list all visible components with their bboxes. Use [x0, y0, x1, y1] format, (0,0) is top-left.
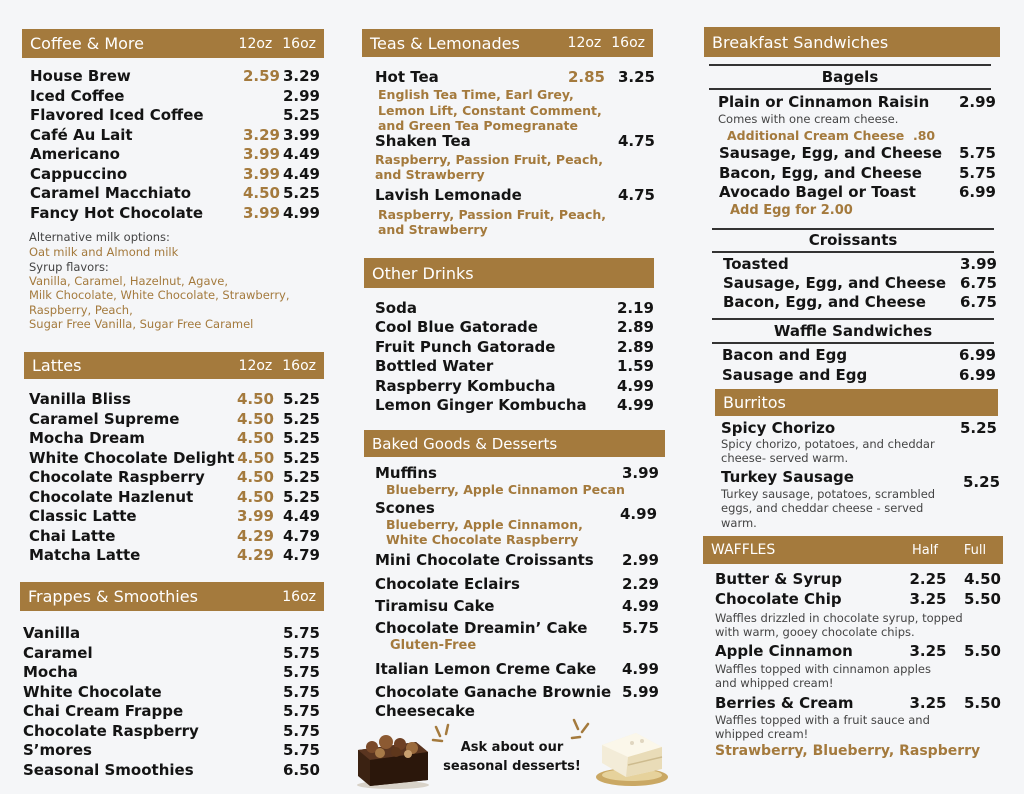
- size-16oz: 16oz: [282, 35, 316, 52]
- item-name: Vanilla Bliss: [29, 390, 131, 408]
- menu-item: [29, 546, 320, 564]
- menu-item: [23, 761, 320, 779]
- divider: [712, 228, 994, 230]
- price-12oz: 4.50: [236, 487, 274, 506]
- menu-item: [29, 390, 320, 408]
- item-name: Chai Cream Frappe: [23, 702, 184, 720]
- item-name: Café Au Lait: [30, 125, 133, 144]
- item-name: Chocolate Ganache Brownie: [375, 683, 612, 701]
- menu-item: [23, 741, 320, 759]
- item-name: Chocolate Hazlenut: [29, 487, 194, 506]
- item-desc: Waffles topped with a fruit sauce and: [715, 713, 930, 727]
- item-price: 1.59: [616, 357, 654, 376]
- price-16oz: 5.25: [282, 390, 320, 408]
- size-16oz: 16oz: [282, 588, 316, 605]
- coffee-header: [22, 29, 324, 58]
- item-price: 5.75: [282, 643, 320, 662]
- add-egg: Add Egg for 2.00: [730, 203, 853, 218]
- size-12oz: 12oz: [238, 357, 273, 374]
- item-desc: eggs, and cheddar cheese - served: [721, 501, 924, 515]
- menu-item: [375, 551, 659, 569]
- item-name: Americano: [30, 145, 120, 163]
- item-price: 5.75: [282, 741, 320, 759]
- flavors: Lemon Lift, Constant Comment,: [378, 103, 602, 118]
- flavors: Blueberry, Apple Cinnamon Pecan: [386, 482, 625, 497]
- item-name: Mocha: [23, 663, 78, 681]
- price-12oz: 3.99: [242, 145, 280, 163]
- divider: [709, 64, 991, 66]
- item-name: Matcha Latte: [29, 546, 141, 564]
- burritos-header: [715, 389, 998, 416]
- syrup-line: Vanilla, Caramel, Hazelnut, Agave,: [29, 274, 229, 288]
- menu-item: [375, 575, 659, 593]
- item-desc: Spicy chorizo, potatoes, and cheddar: [721, 437, 935, 451]
- item-price: 2.99: [621, 551, 659, 569]
- menu-item: [23, 663, 320, 681]
- menu-item: [375, 299, 654, 317]
- price-value: 4.99: [620, 505, 658, 523]
- item-desc: and whipped cream!: [715, 676, 834, 690]
- item-price: 6.75: [959, 293, 997, 312]
- price-16oz: 5.25: [282, 409, 320, 428]
- syrup-label: Syrup flavors:: [29, 260, 109, 274]
- price-16oz: 3.29: [282, 67, 320, 85]
- menu-item: [719, 183, 996, 201]
- item-price: 4.75: [617, 132, 655, 150]
- item-desc: warm.: [721, 516, 757, 530]
- item-name: Tiramisu Cake: [375, 597, 495, 615]
- frappes-title: Frappes & Smoothies: [28, 587, 198, 606]
- item-desc: Waffles topped with cinnamon apples: [715, 662, 931, 676]
- item-name: Muffins: [375, 464, 437, 482]
- menu-item: [23, 722, 320, 740]
- item-price: 4.99: [616, 376, 654, 395]
- syrup-line: Sugar Free Vanilla, Sugar Free Caramel: [29, 317, 254, 331]
- item-name-line2: [375, 702, 475, 720]
- menu-item: [375, 660, 659, 678]
- item-name: Scones: [375, 499, 435, 517]
- coffee-title: Coffee & More: [30, 34, 144, 53]
- menu-item: [375, 318, 654, 336]
- menu-item: [375, 597, 659, 615]
- item-name: Iced Coffee: [30, 86, 125, 105]
- item-name: Mini Chocolate Croissants: [375, 551, 594, 569]
- price-16oz: 5.25: [282, 487, 320, 506]
- menu-item: [375, 68, 655, 86]
- item-desc: Comes with one cream cheese.: [718, 112, 899, 126]
- item-price: 6.99: [958, 183, 996, 201]
- item-name: Cool Blue Gatorade: [375, 318, 538, 337]
- item-name: S’mores: [23, 741, 92, 759]
- syrup-line: Raspberry, Peach,: [29, 303, 133, 317]
- price-16oz: 4.49: [282, 145, 320, 163]
- syrup-line: Milk Chocolate, White Chocolate, Strawberry,: [29, 288, 290, 302]
- menu-item: [715, 590, 1001, 608]
- menu-item: [30, 204, 320, 222]
- item-name: Bacon, Egg, and Cheese: [719, 163, 922, 182]
- menu-item: [29, 429, 320, 447]
- price-value: 5.25: [963, 473, 1001, 491]
- price-12oz: 3.99: [242, 164, 280, 183]
- price-half: 3.25: [909, 642, 947, 660]
- item-name: House Brew: [30, 67, 131, 85]
- item-name: Chai Latte: [29, 526, 116, 545]
- item-price: 4.99: [616, 396, 654, 414]
- croissants-title: Croissants: [808, 231, 898, 249]
- item-name: Chocolate Raspberry: [23, 721, 199, 740]
- menu-item: [721, 468, 931, 486]
- menu-item: [29, 449, 320, 467]
- other-drinks-header: [364, 258, 654, 288]
- price-half: 3.25: [909, 694, 947, 712]
- item-name: Cheesecake: [375, 702, 475, 720]
- item-name: Cappuccino: [30, 164, 128, 183]
- menu-item: [29, 410, 320, 428]
- menu-item: [375, 499, 585, 517]
- menu-item: [715, 570, 1001, 588]
- menu-item: [29, 468, 320, 486]
- item-name: Raspberry Kombucha: [375, 376, 556, 395]
- price-12oz: 4.50: [236, 429, 274, 447]
- menu-item: [723, 293, 997, 311]
- menu-item: [23, 702, 320, 720]
- menu-item: [375, 132, 655, 150]
- seasonal-note: [440, 738, 584, 776]
- item-name: Caramel Supreme: [29, 409, 180, 428]
- lattes-title: Lattes: [32, 356, 82, 375]
- item-name: Chocolate Eclairs: [375, 575, 520, 593]
- baked-title: Baked Goods & Desserts: [372, 434, 558, 453]
- item-name: Italian Lemon Creme Cake: [375, 660, 597, 678]
- item-name: Toasted: [723, 255, 789, 273]
- extra-cream-cheese: Additional Cream Cheese .80: [727, 128, 936, 143]
- burritos-title: Burritos: [723, 393, 786, 412]
- menu-item: [30, 184, 320, 202]
- item-price: 5.75: [282, 663, 320, 681]
- item-name: Turkey Sausage: [721, 468, 854, 486]
- menu-item: [718, 93, 996, 111]
- price-16oz: 4.79: [282, 546, 320, 564]
- menu-item: [23, 644, 320, 662]
- other-drinks-title: Other Drinks: [372, 263, 474, 283]
- menu-item: [715, 694, 1001, 712]
- price-16oz: 5.25: [282, 184, 320, 202]
- menu-item: [723, 255, 997, 273]
- item-name: Chocolate Chip: [715, 590, 842, 608]
- item-price: 6.99: [958, 366, 996, 384]
- waffle-sandwiches-title: Waffle Sandwiches: [773, 322, 933, 340]
- item-price: 3.99: [959, 255, 997, 273]
- price-16oz: 5.25: [282, 106, 320, 124]
- flavors: English Tea Time, Earl Grey,: [378, 87, 574, 102]
- item-name: Bottled Water: [375, 357, 494, 376]
- price-half: 2.25: [909, 570, 947, 588]
- menu-item: [30, 165, 320, 183]
- item-name: Avocado Bagel or Toast: [719, 183, 916, 201]
- price-full: 4.50: [963, 570, 1001, 588]
- item-name: Flavored Iced Coffee: [30, 106, 204, 124]
- menu-item: [30, 145, 320, 163]
- item-name: Plain or Cinnamon Raisin: [718, 93, 930, 111]
- item-name: Shaken Tea: [375, 132, 471, 150]
- item-desc: Turkey sausage, potatoes, scrambled: [721, 487, 936, 501]
- milk-label: Alternative milk options:: [29, 230, 170, 244]
- item-price: 6.99: [958, 346, 996, 364]
- item-price: 5.25: [959, 419, 997, 437]
- menu-item: [375, 464, 659, 482]
- menu-item: [723, 274, 997, 292]
- price-12oz: 2.85: [567, 68, 605, 86]
- waffles-header: [703, 536, 1003, 564]
- item-price: 2.89: [616, 337, 654, 356]
- flavors: Raspberry, Passion Fruit, Peach,: [378, 207, 607, 222]
- price-half: 3.25: [909, 590, 947, 608]
- menu-item: [375, 186, 655, 204]
- divider: [712, 251, 994, 253]
- item-price: 5.75: [282, 624, 320, 642]
- item-price: 6.75: [959, 274, 997, 293]
- item-name: Seasonal Smoothies: [23, 760, 194, 779]
- item-price: 5.75: [282, 702, 320, 720]
- gluten-free-note: Gluten-Free: [390, 638, 477, 653]
- half-label: Half: [912, 542, 938, 558]
- menu-item: [721, 419, 997, 437]
- price-12oz: 4.50: [242, 184, 280, 202]
- item-price: 4.99: [621, 597, 659, 615]
- price-full: 5.50: [963, 590, 1001, 608]
- flavors: White Chocolate Raspberry: [386, 532, 579, 547]
- item-name: Sausage, Egg, and Cheese: [719, 144, 943, 162]
- item-price: 4.99: [621, 660, 659, 678]
- menu-item: [30, 67, 320, 85]
- divider: [712, 342, 994, 344]
- waffles-title: WAFFLES: [711, 542, 776, 558]
- frappes-header: [20, 582, 324, 611]
- item-name: Sausage, Egg, and Cheese: [723, 274, 947, 293]
- item-price: 2.29: [621, 575, 659, 593]
- menu-item: [375, 377, 654, 395]
- size-16oz: 16oz: [611, 35, 645, 51]
- item-price: 5.75: [282, 721, 320, 740]
- breakfast-title: Breakfast Sandwiches: [712, 32, 889, 52]
- price-16oz: 4.49: [282, 164, 320, 183]
- price-16oz: 4.79: [282, 526, 320, 545]
- item-name: Lemon Ginger Kombucha: [375, 396, 587, 414]
- item-name: Mocha Dream: [29, 429, 145, 447]
- item-price: 2.89: [616, 318, 654, 337]
- item-desc: whipped cream!: [715, 727, 809, 741]
- price-12oz: 4.29: [236, 526, 274, 545]
- brownie-image: [352, 728, 434, 790]
- item-desc: Waffles drizzled in chocolate syrup, topped: [715, 611, 963, 625]
- menu-item: [375, 396, 654, 414]
- price-12oz: 2.59: [242, 67, 280, 85]
- menu-item: [29, 527, 320, 545]
- price-16oz: 5.25: [282, 468, 320, 486]
- item-name: Fancy Hot Chocolate: [30, 203, 204, 222]
- flavors: and Strawberry: [375, 167, 485, 182]
- item-price: 6.50: [282, 760, 320, 779]
- price-full: 5.50: [963, 642, 1001, 660]
- item-name: Bacon and Egg: [722, 346, 848, 364]
- price-12oz: 4.50: [236, 409, 274, 428]
- price-16oz: 4.49: [282, 507, 320, 525]
- lattes-header: [24, 352, 324, 379]
- price-16oz: 3.99: [282, 125, 320, 144]
- item-name: Caramel: [23, 643, 93, 662]
- full-label: Full: [963, 542, 987, 558]
- item-name: White Chocolate: [23, 682, 162, 701]
- menu-item: [30, 126, 320, 144]
- item-price: 2.99: [958, 93, 996, 111]
- menu-item: [29, 488, 320, 506]
- cake-image: [592, 725, 670, 787]
- item-name: Spicy Chorizo: [721, 419, 836, 437]
- item-name: Fruit Punch Gatorade: [375, 337, 556, 356]
- menu-item: [719, 144, 996, 162]
- berry-options: Strawberry, Blueberry, Raspberry: [715, 743, 981, 759]
- menu-item: [29, 507, 320, 525]
- item-price: 5.75: [958, 144, 996, 162]
- milk-options: Oat milk and Almond milk: [29, 245, 179, 259]
- price-16oz: 4.99: [282, 203, 320, 222]
- item-price: 5.75: [958, 163, 996, 182]
- price-12oz: 3.99: [236, 507, 274, 525]
- menu-item: [375, 338, 654, 356]
- size-12oz: 12oz: [567, 35, 602, 51]
- menu-item: [375, 357, 654, 375]
- bagels-title: Bagels: [821, 68, 879, 86]
- item-name: Chocolate Raspberry: [29, 468, 205, 486]
- item-name: Butter & Syrup: [715, 570, 842, 588]
- item-desc: cheese- served warm.: [721, 451, 849, 465]
- seasonal-line: Ask about our: [460, 740, 564, 755]
- item-name: Soda: [375, 299, 417, 317]
- price-16oz: 3.25: [617, 68, 655, 86]
- flavors: and Strawberry: [378, 222, 488, 237]
- item-price: 5.99: [621, 683, 659, 701]
- item-name: Chocolate Dreamin’ Cake: [375, 619, 588, 637]
- item-price: 5.75: [282, 682, 320, 701]
- item-name: Bacon, Egg, and Cheese: [723, 293, 926, 312]
- size-12oz: 12oz: [238, 35, 273, 52]
- flavors: Raspberry, Passion Fruit, Peach,: [375, 152, 604, 167]
- item-name: Lavish Lemonade: [375, 186, 522, 204]
- item-name: Classic Latte: [29, 507, 137, 525]
- flavors: and Green Tea Pomegranate: [378, 118, 578, 133]
- price-12oz: 4.50: [236, 390, 274, 408]
- menu-item: [722, 346, 996, 364]
- item-name: Apple Cinnamon: [715, 642, 853, 660]
- menu-item: [30, 106, 320, 124]
- menu-item: [30, 87, 320, 105]
- price-16oz: 2.99: [282, 86, 320, 105]
- seasonal-line: seasonal desserts!: [443, 759, 581, 774]
- price-full: 5.50: [963, 694, 1001, 712]
- divider: [709, 88, 991, 90]
- menu-item: [722, 366, 996, 384]
- menu-item: [715, 642, 1001, 660]
- teas-title: Teas & Lemonades: [370, 33, 520, 53]
- item-name: Sausage and Egg: [722, 366, 868, 384]
- item-price: [963, 473, 1000, 491]
- item-price: 4.75: [617, 186, 655, 204]
- divider: [712, 318, 994, 320]
- price-16oz: 5.25: [282, 448, 320, 467]
- price-12oz: 3.29: [242, 125, 280, 144]
- baked-header: [364, 430, 665, 457]
- item-name: White Chocolate Delight: [29, 448, 235, 467]
- teas-header: [362, 29, 653, 57]
- menu-item: [719, 164, 996, 182]
- menu-item: [375, 619, 659, 637]
- item-price: 3.99: [621, 464, 659, 482]
- price-12oz: 4.50: [237, 448, 275, 467]
- item-price: 2.19: [616, 299, 654, 317]
- item-name: Caramel Macchiato: [30, 184, 192, 202]
- size-16oz: 16oz: [282, 357, 316, 374]
- item-name: Hot Tea: [375, 68, 439, 86]
- item-name: Berries & Cream: [715, 694, 854, 712]
- menu-item: [23, 683, 320, 701]
- menu-item: [375, 683, 659, 701]
- price-12oz: 4.29: [236, 546, 274, 564]
- price-16oz: 5.25: [282, 429, 320, 447]
- menu-item: [23, 624, 320, 642]
- item-price: 5.75: [621, 619, 659, 637]
- flavors: Blueberry, Apple Cinnamon,: [386, 517, 583, 532]
- breakfast-header: [704, 27, 1000, 57]
- price-12oz: 3.99: [242, 203, 280, 222]
- item-desc: with warm, gooey chocolate chips.: [715, 625, 915, 639]
- price-12oz: 4.50: [236, 468, 274, 486]
- item-name: Vanilla: [23, 624, 81, 642]
- item-price: [620, 505, 657, 523]
